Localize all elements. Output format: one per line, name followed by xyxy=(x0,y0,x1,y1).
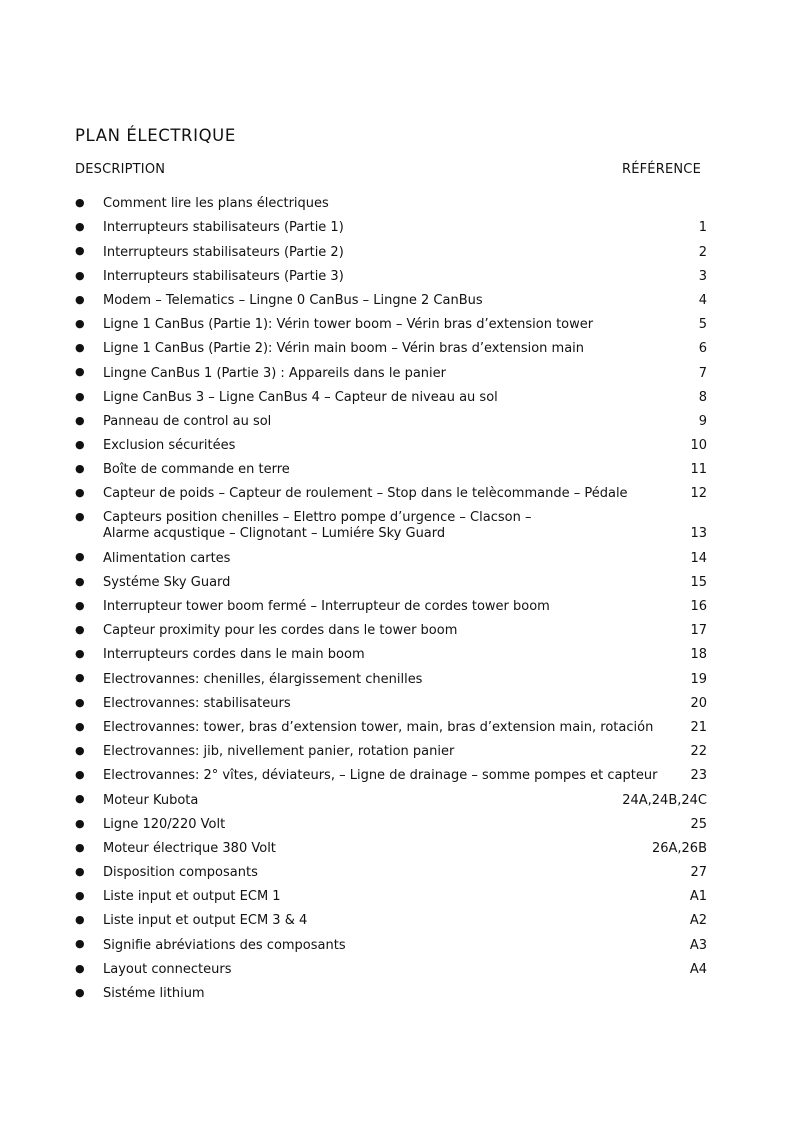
item-reference: 21 xyxy=(690,719,707,735)
item-reference: 17 xyxy=(690,623,707,639)
item-description-line: Exclusion sécuritées xyxy=(103,438,236,454)
item-reference: A3 xyxy=(689,937,707,953)
list-item xyxy=(75,764,707,788)
item-reference: 16 xyxy=(690,599,707,614)
item-description xyxy=(103,438,686,458)
bullet-icon: ● xyxy=(75,840,85,854)
item-description-line: Layout connecteurs xyxy=(103,961,232,977)
item-reference: A4 xyxy=(689,961,707,977)
bullet-icon: ● xyxy=(75,671,85,685)
item-reference xyxy=(687,1002,707,1006)
item-description-line: Panneau de control au sol xyxy=(103,413,272,429)
item-description-line: Ligne 1 CanBus (Partie 2): Vérin main boom – Vérin bras d’extension main xyxy=(103,341,585,357)
bullet-icon: ● xyxy=(75,510,85,524)
item-description-line: Moteur Kubota xyxy=(103,792,199,808)
bullet-icon: ● xyxy=(75,913,85,927)
item-description-line: Signifie abréviations des composants xyxy=(103,937,346,953)
bullet-icon: ● xyxy=(75,598,85,612)
item-description xyxy=(103,647,686,667)
item-reference: 13 xyxy=(690,526,707,542)
bullet-icon: ● xyxy=(75,792,85,806)
item-reference: 3 xyxy=(698,268,707,284)
item-reference: 12 xyxy=(690,486,707,502)
item-description-line: Capteur proximity pour les cordes dans le tower boom xyxy=(103,623,458,639)
list-item xyxy=(75,571,707,595)
list-item xyxy=(75,788,707,812)
list-item xyxy=(75,386,707,410)
item-description-line: Electrovannes: jib, nivellement panier, rotation panier xyxy=(103,744,455,760)
item-description xyxy=(103,366,687,386)
item-reference: 8 xyxy=(698,389,707,405)
item-description xyxy=(103,841,648,861)
item-description-line: Interrupteurs stabilisateurs (Partie 1) xyxy=(103,220,344,236)
bullet-icon: ● xyxy=(75,864,85,878)
bullet-icon: ● xyxy=(75,768,85,782)
list-item xyxy=(75,458,707,482)
list-item xyxy=(75,619,707,643)
page-title: PLAN ÉLECTRIQUE xyxy=(75,126,236,145)
item-reference: 27 xyxy=(690,865,707,881)
bullet-icon: ● xyxy=(75,292,85,306)
item-description-line: Electrovannes: chenilles, élargissement chenilles xyxy=(103,671,423,687)
bullet-icon: ● xyxy=(75,889,85,903)
list-item xyxy=(75,643,707,667)
item-description-line: Comment lire les plans électriques xyxy=(103,196,329,212)
item-reference: 15 xyxy=(690,574,707,590)
list-item xyxy=(75,313,707,337)
list-item xyxy=(75,216,707,240)
item-reference: 9 xyxy=(698,413,707,429)
bullet-icon: ● xyxy=(75,486,85,500)
item-description xyxy=(103,889,686,909)
item-description xyxy=(103,962,686,982)
item-description xyxy=(103,551,686,571)
list-item xyxy=(75,265,707,289)
bullet-icon: ● xyxy=(75,743,85,757)
item-reference: 25 xyxy=(690,816,707,832)
item-description xyxy=(103,390,687,410)
list-item xyxy=(75,240,707,264)
item-description-line: Liste input et output ECM 1 xyxy=(103,889,281,905)
item-description-line: Capteur de poids – Capteur de roulement – Stop dans le telècommande – Pédale xyxy=(103,486,628,502)
item-description-line: Alimentation cartes xyxy=(103,550,231,566)
list-item xyxy=(75,958,707,982)
item-description xyxy=(103,986,687,1006)
bullet-icon: ● xyxy=(75,437,85,451)
item-description xyxy=(103,599,686,619)
item-description-line: Alarme acqustique – Clignotant – Lumiére Sky Guard xyxy=(103,526,446,542)
list-item xyxy=(75,434,707,458)
item-description xyxy=(103,317,687,337)
item-description-line: Modem – Telematics – Lingne 0 CanBus – Lingne 2 CanBus xyxy=(103,292,483,308)
item-reference: 23 xyxy=(690,768,707,784)
bullet-icon: ● xyxy=(75,268,85,282)
item-description xyxy=(103,623,686,643)
list-item xyxy=(75,361,707,385)
item-description-line: Capteurs position chenilles – Elettro pompe d’urgence – Clacson – xyxy=(103,510,532,526)
item-description xyxy=(103,817,686,837)
bullet-icon: ● xyxy=(75,961,85,975)
item-reference: 5 xyxy=(698,317,707,333)
item-description-line: Ligne 120/220 Volt xyxy=(103,816,226,832)
item-description xyxy=(103,245,687,265)
item-description xyxy=(103,220,687,240)
list-item xyxy=(75,482,707,506)
item-description-line: Ligne CanBus 3 – Ligne CanBus 4 – Capteur de niveau au sol xyxy=(103,389,498,405)
item-description xyxy=(103,486,686,506)
item-reference: 14 xyxy=(690,550,707,566)
description-column-header: DESCRIPTION xyxy=(75,162,166,177)
table-of-contents xyxy=(75,192,707,1006)
item-description-line: Disposition composants xyxy=(103,865,258,881)
item-reference: 2 xyxy=(698,244,707,260)
item-description xyxy=(103,293,687,313)
list-item xyxy=(75,506,707,546)
item-description-line: Boîte de commande en terre xyxy=(103,462,290,478)
bullet-icon: ● xyxy=(75,550,85,564)
list-item xyxy=(75,546,707,570)
item-reference: 22 xyxy=(690,744,707,760)
item-description xyxy=(103,341,687,361)
item-description-line: Moteur électrique 380 Volt xyxy=(103,840,276,856)
item-reference: 4 xyxy=(698,292,707,308)
reference-column-header: RÉFÉRENCE xyxy=(621,162,701,177)
item-description xyxy=(103,696,686,716)
item-description-line: Sistéme lithium xyxy=(103,986,205,1001)
item-reference: 7 xyxy=(698,365,707,381)
bullet-icon: ● xyxy=(75,647,85,661)
bullet-icon: ● xyxy=(75,937,85,951)
item-description-line: Interrupteur tower boom fermé – Interrupteur de cordes tower boom xyxy=(103,599,550,614)
list-item xyxy=(75,740,707,764)
item-reference: 24A,24B,24C xyxy=(622,792,707,808)
bullet-icon: ● xyxy=(75,462,85,476)
bullet-icon: ● xyxy=(75,389,85,403)
item-description xyxy=(103,938,686,958)
bullet-icon: ● xyxy=(75,365,85,379)
bullet-icon: ● xyxy=(75,413,85,427)
item-reference: 10 xyxy=(690,438,707,454)
item-reference: 11 xyxy=(690,462,707,478)
item-reference: 20 xyxy=(690,695,707,711)
bullet-icon: ● xyxy=(75,574,85,588)
item-description-line: Lingne CanBus 1 (Partie 3) : Appareils dans le panier xyxy=(103,365,446,381)
list-item xyxy=(75,595,707,619)
list-item xyxy=(75,837,707,861)
list-item xyxy=(75,861,707,885)
bullet-icon: ● xyxy=(75,623,85,636)
item-description xyxy=(103,672,686,692)
item-description xyxy=(103,744,686,764)
list-item xyxy=(75,933,707,957)
bullet-icon: ● xyxy=(75,316,85,330)
list-item xyxy=(75,289,707,313)
item-description xyxy=(103,462,686,482)
item-description-line: Electrovannes: 2° vîtes, déviateurs, – Ligne de drainage – somme pompes et capteur xyxy=(103,768,658,784)
item-description xyxy=(103,720,686,740)
item-description-line: Electrovannes: tower, bras d’extension tower, main, bras d’extension main, rotación xyxy=(103,719,654,735)
item-reference: 18 xyxy=(690,647,707,663)
item-description xyxy=(103,793,618,813)
bullet-icon: ● xyxy=(75,985,85,999)
item-description-line: Interrupteurs stabilisateurs (Partie 3) xyxy=(103,268,344,284)
item-description xyxy=(103,196,687,216)
list-item xyxy=(75,337,707,361)
list-item xyxy=(75,982,707,1006)
bullet-icon: ● xyxy=(75,816,85,830)
item-description-line: Interrupteurs cordes dans le main boom xyxy=(103,647,365,663)
bullet-icon: ● xyxy=(75,220,85,234)
item-reference: 6 xyxy=(698,341,707,357)
list-item xyxy=(75,813,707,837)
bullet-icon: ● xyxy=(75,719,85,733)
item-reference: 1 xyxy=(698,220,707,236)
item-description xyxy=(103,414,687,434)
bullet-icon: ● xyxy=(75,341,85,355)
item-description xyxy=(103,865,686,885)
item-description-line: Ligne 1 CanBus (Partie 1): Vérin tower boom – Vérin bras d’extension tower xyxy=(103,317,594,333)
item-reference: A1 xyxy=(689,889,707,905)
bullet-icon: ● xyxy=(75,695,85,709)
item-reference: 19 xyxy=(690,671,707,687)
list-item xyxy=(75,192,707,216)
item-reference: 26A,26B xyxy=(651,840,707,856)
item-description-line: Liste input et output ECM 3 & 4 xyxy=(103,913,308,929)
bullet-icon: ● xyxy=(75,244,85,258)
item-description xyxy=(103,510,686,546)
bullet-icon: ● xyxy=(75,196,85,209)
item-description xyxy=(103,575,686,595)
list-item xyxy=(75,410,707,434)
list-item xyxy=(75,667,707,691)
item-description xyxy=(103,768,686,788)
item-description-line: Electrovannes: stabilisateurs xyxy=(103,695,291,711)
item-description-line: Interrupteurs stabilisateurs (Partie 2) xyxy=(103,244,344,260)
list-item xyxy=(75,885,707,909)
item-reference: A2 xyxy=(689,913,707,929)
list-item xyxy=(75,909,707,933)
item-description xyxy=(103,913,686,933)
item-description xyxy=(103,269,687,289)
list-item xyxy=(75,716,707,740)
list-item xyxy=(75,692,707,716)
item-description-line: Systéme Sky Guard xyxy=(103,574,231,590)
